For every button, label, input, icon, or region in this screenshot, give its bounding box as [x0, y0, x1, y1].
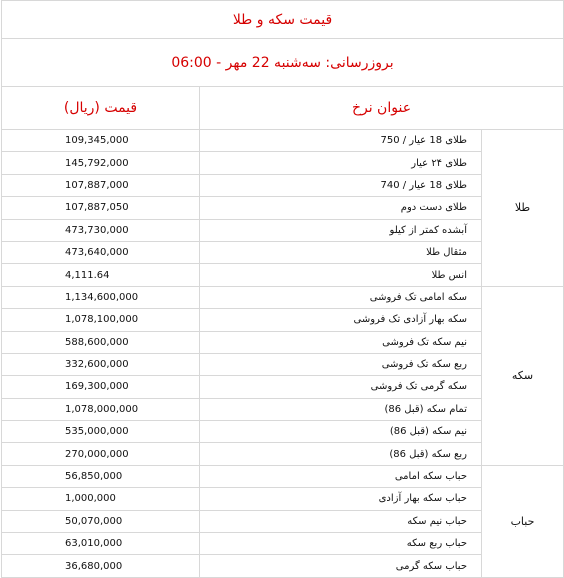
rate-name: ربع سکه تک فروشی: [200, 353, 482, 375]
title-row: [1, 1, 563, 39]
rate-price: 1,134,600,000: [1, 286, 199, 308]
rate-price: 1,078,100,000: [1, 309, 199, 331]
rate-name: سکه گرمی تک فروشی: [200, 376, 482, 398]
rate-price: 109,345,000: [1, 130, 199, 152]
table-row: [1, 130, 563, 152]
rate-price: 473,640,000: [1, 241, 199, 263]
rate-price: 50,070,000: [1, 510, 199, 532]
table-row: [1, 174, 563, 196]
rate-price: 588,600,000: [1, 331, 199, 353]
rate-price: 107,887,050: [1, 197, 199, 219]
rate-price: 63,010,000: [1, 533, 199, 555]
rate-name: مثقال طلا: [200, 241, 482, 263]
rate-price: 270,000,000: [1, 443, 199, 465]
rate-price: 332,600,000: [1, 353, 199, 375]
table-row: [1, 331, 563, 353]
table-row: [1, 421, 563, 443]
table-row: [1, 443, 563, 465]
rate-price: 107,887,000: [1, 174, 199, 196]
column-header-row: [1, 87, 563, 130]
rate-name: سکه امامی تک فروشی: [200, 286, 482, 308]
updated-row: [1, 39, 563, 87]
rate-name: نیم سکه تک فروشی: [200, 331, 482, 353]
rate-name: تمام سکه (قبل 86): [200, 398, 482, 420]
table-row: [1, 152, 563, 174]
table-row: [1, 241, 563, 263]
rate-name: سکه بهار آزادی تک فروشی: [200, 309, 482, 331]
table-row: [1, 219, 563, 241]
table-row: [1, 465, 563, 487]
rate-price: 36,680,000: [1, 555, 199, 577]
rate-name: ربع سکه (قبل 86): [200, 443, 482, 465]
column-header-price: قیمت (ریال): [1, 87, 199, 130]
rate-price: 1,000,000: [1, 488, 199, 510]
table-row: [1, 510, 563, 532]
rate-name: حباب سکه بهار آزادی: [200, 488, 482, 510]
rate-name: حباب سکه گرمی: [200, 555, 482, 577]
table-row: [1, 555, 563, 577]
table-row: [1, 264, 563, 286]
table-row: [1, 309, 563, 331]
update-time: بروزرسانی: سه‌شنبه 22 مهر - 06:00: [1, 39, 563, 87]
table-row: [1, 197, 563, 219]
rate-price: 56,850,000: [1, 465, 199, 487]
table-row: [1, 353, 563, 375]
category-cell: سکه: [482, 286, 564, 465]
table-row: [1, 286, 563, 308]
column-header-name: عنوان نرخ: [200, 87, 564, 130]
rate-price: 1,078,000,000: [1, 398, 199, 420]
rate-name: نیم سکه (قبل 86): [200, 421, 482, 443]
page-title: قیمت سکه و طلا: [1, 1, 563, 39]
rate-name: حباب نیم سکه: [200, 510, 482, 532]
rate-name: طلای ۲۴ عیار: [200, 152, 482, 174]
rate-price: 535,000,000: [1, 421, 199, 443]
rate-price: 473,730,000: [1, 219, 199, 241]
table-row: [1, 398, 563, 420]
rate-name: حباب سکه امامی: [200, 465, 482, 487]
rate-price: 169,300,000: [1, 376, 199, 398]
category-cell: حباب: [482, 465, 564, 577]
category-cell: طلا: [482, 130, 564, 287]
table-row: [1, 376, 563, 398]
rate-name: انس طلا: [200, 264, 482, 286]
rate-name: طلای 18 عیار / 740: [200, 174, 482, 196]
table-row: [1, 533, 563, 555]
rate-name: آبشده کمتر از کیلو: [200, 219, 482, 241]
rate-price: 4,111.64: [1, 264, 199, 286]
price-table: [1, 0, 564, 578]
rate-name: طلای دست دوم: [200, 197, 482, 219]
rate-name: طلای 18 عیار / 750: [200, 130, 482, 152]
rate-price: 145,792,000: [1, 152, 199, 174]
table-row: [1, 488, 563, 510]
rate-name: حباب ربع سکه: [200, 533, 482, 555]
